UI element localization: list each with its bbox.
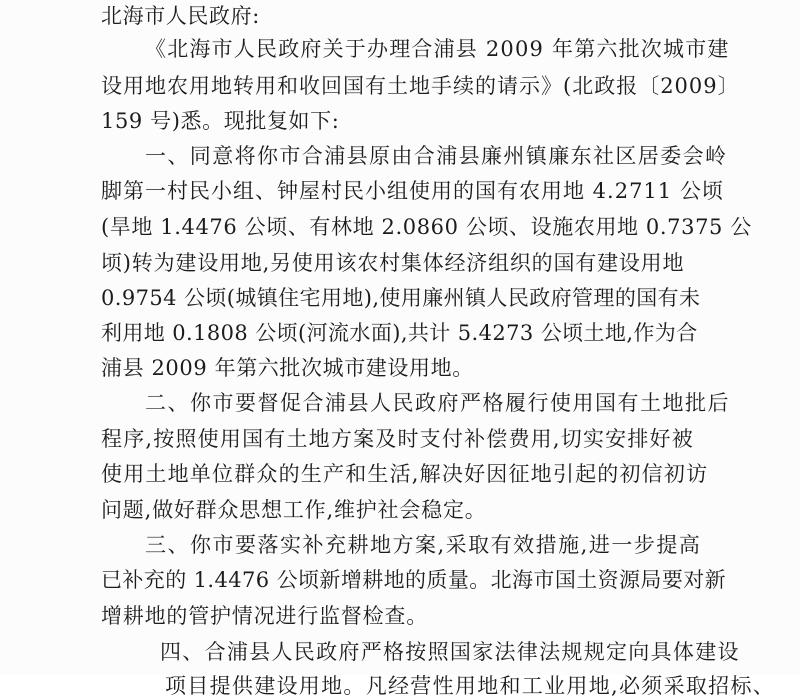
body-text-line: 顷)转为建设用地,另使用该农村集体经济组织的国有建设用地 bbox=[101, 251, 685, 275]
body-text-line: 浦县 2009 年第六批次城市建设用地。 bbox=[101, 356, 474, 380]
body-text-line: 已补充的 1.4476 公顷新增耕地的质量。北海市国土资源局要对新 bbox=[101, 568, 727, 592]
body-text-line: 脚第一村民小组、钟屋村民小组使用的国有农用地 4.2711 公顷 bbox=[101, 179, 724, 203]
body-text-line: 项目提供建设用地。凡经营性用地和工业用地,必须采取招标、 bbox=[165, 674, 776, 698]
body-text-line: 使用土地单位群众的生产和生活,解决好因征地引起的初信初访 bbox=[101, 462, 709, 486]
body-text-line: 问题,做好群众思想工作,维护社会稳定。 bbox=[101, 498, 487, 522]
item-two-line: 二、你市要督促合浦县人民政府严格履行使用国有土地批后 bbox=[145, 391, 730, 415]
body-text-line: 利用地 0.1808 公顷(河流水面),共计 5.4273 公顷土地,作为合 bbox=[101, 321, 698, 345]
body-text-line: 《北海市人民政府关于办理合浦县 2009 年第六批次城市建 bbox=[145, 37, 730, 61]
body-text-line: (旱地 1.4476 公顷、有林地 2.0860 公顷、设施农用地 0.7375 公 bbox=[101, 215, 752, 239]
item-three-line: 三、你市要落实补充耕地方案,采取有效措施,进一步提高 bbox=[145, 533, 702, 557]
item-one-line: 一、同意将你市合浦县原由合浦县廉州镇廉东社区居委会岭 bbox=[145, 144, 728, 168]
body-text-line: 程序,按照使用国有土地方案及时支付补偿费用,切实安排好被 bbox=[101, 427, 694, 451]
body-text-line: 增耕地的管护情况进行监督检查。 bbox=[101, 604, 428, 628]
body-text-line: 设用地农用地转用和收回国有土地手续的请示》(北政报〔2009〕 bbox=[101, 74, 740, 98]
body-text-line: 159 号)悉。现批复如下: bbox=[101, 109, 340, 133]
item-four-line: 四、合浦县人民政府严格按照国家法律法规规定向具体建设 bbox=[160, 640, 740, 664]
body-text-line: 0.9754 公顷(城镇住宅用地),使用廉州镇人民政府管理的国有未 bbox=[101, 286, 701, 310]
salutation-line: 北海市人民政府: bbox=[101, 4, 260, 28]
